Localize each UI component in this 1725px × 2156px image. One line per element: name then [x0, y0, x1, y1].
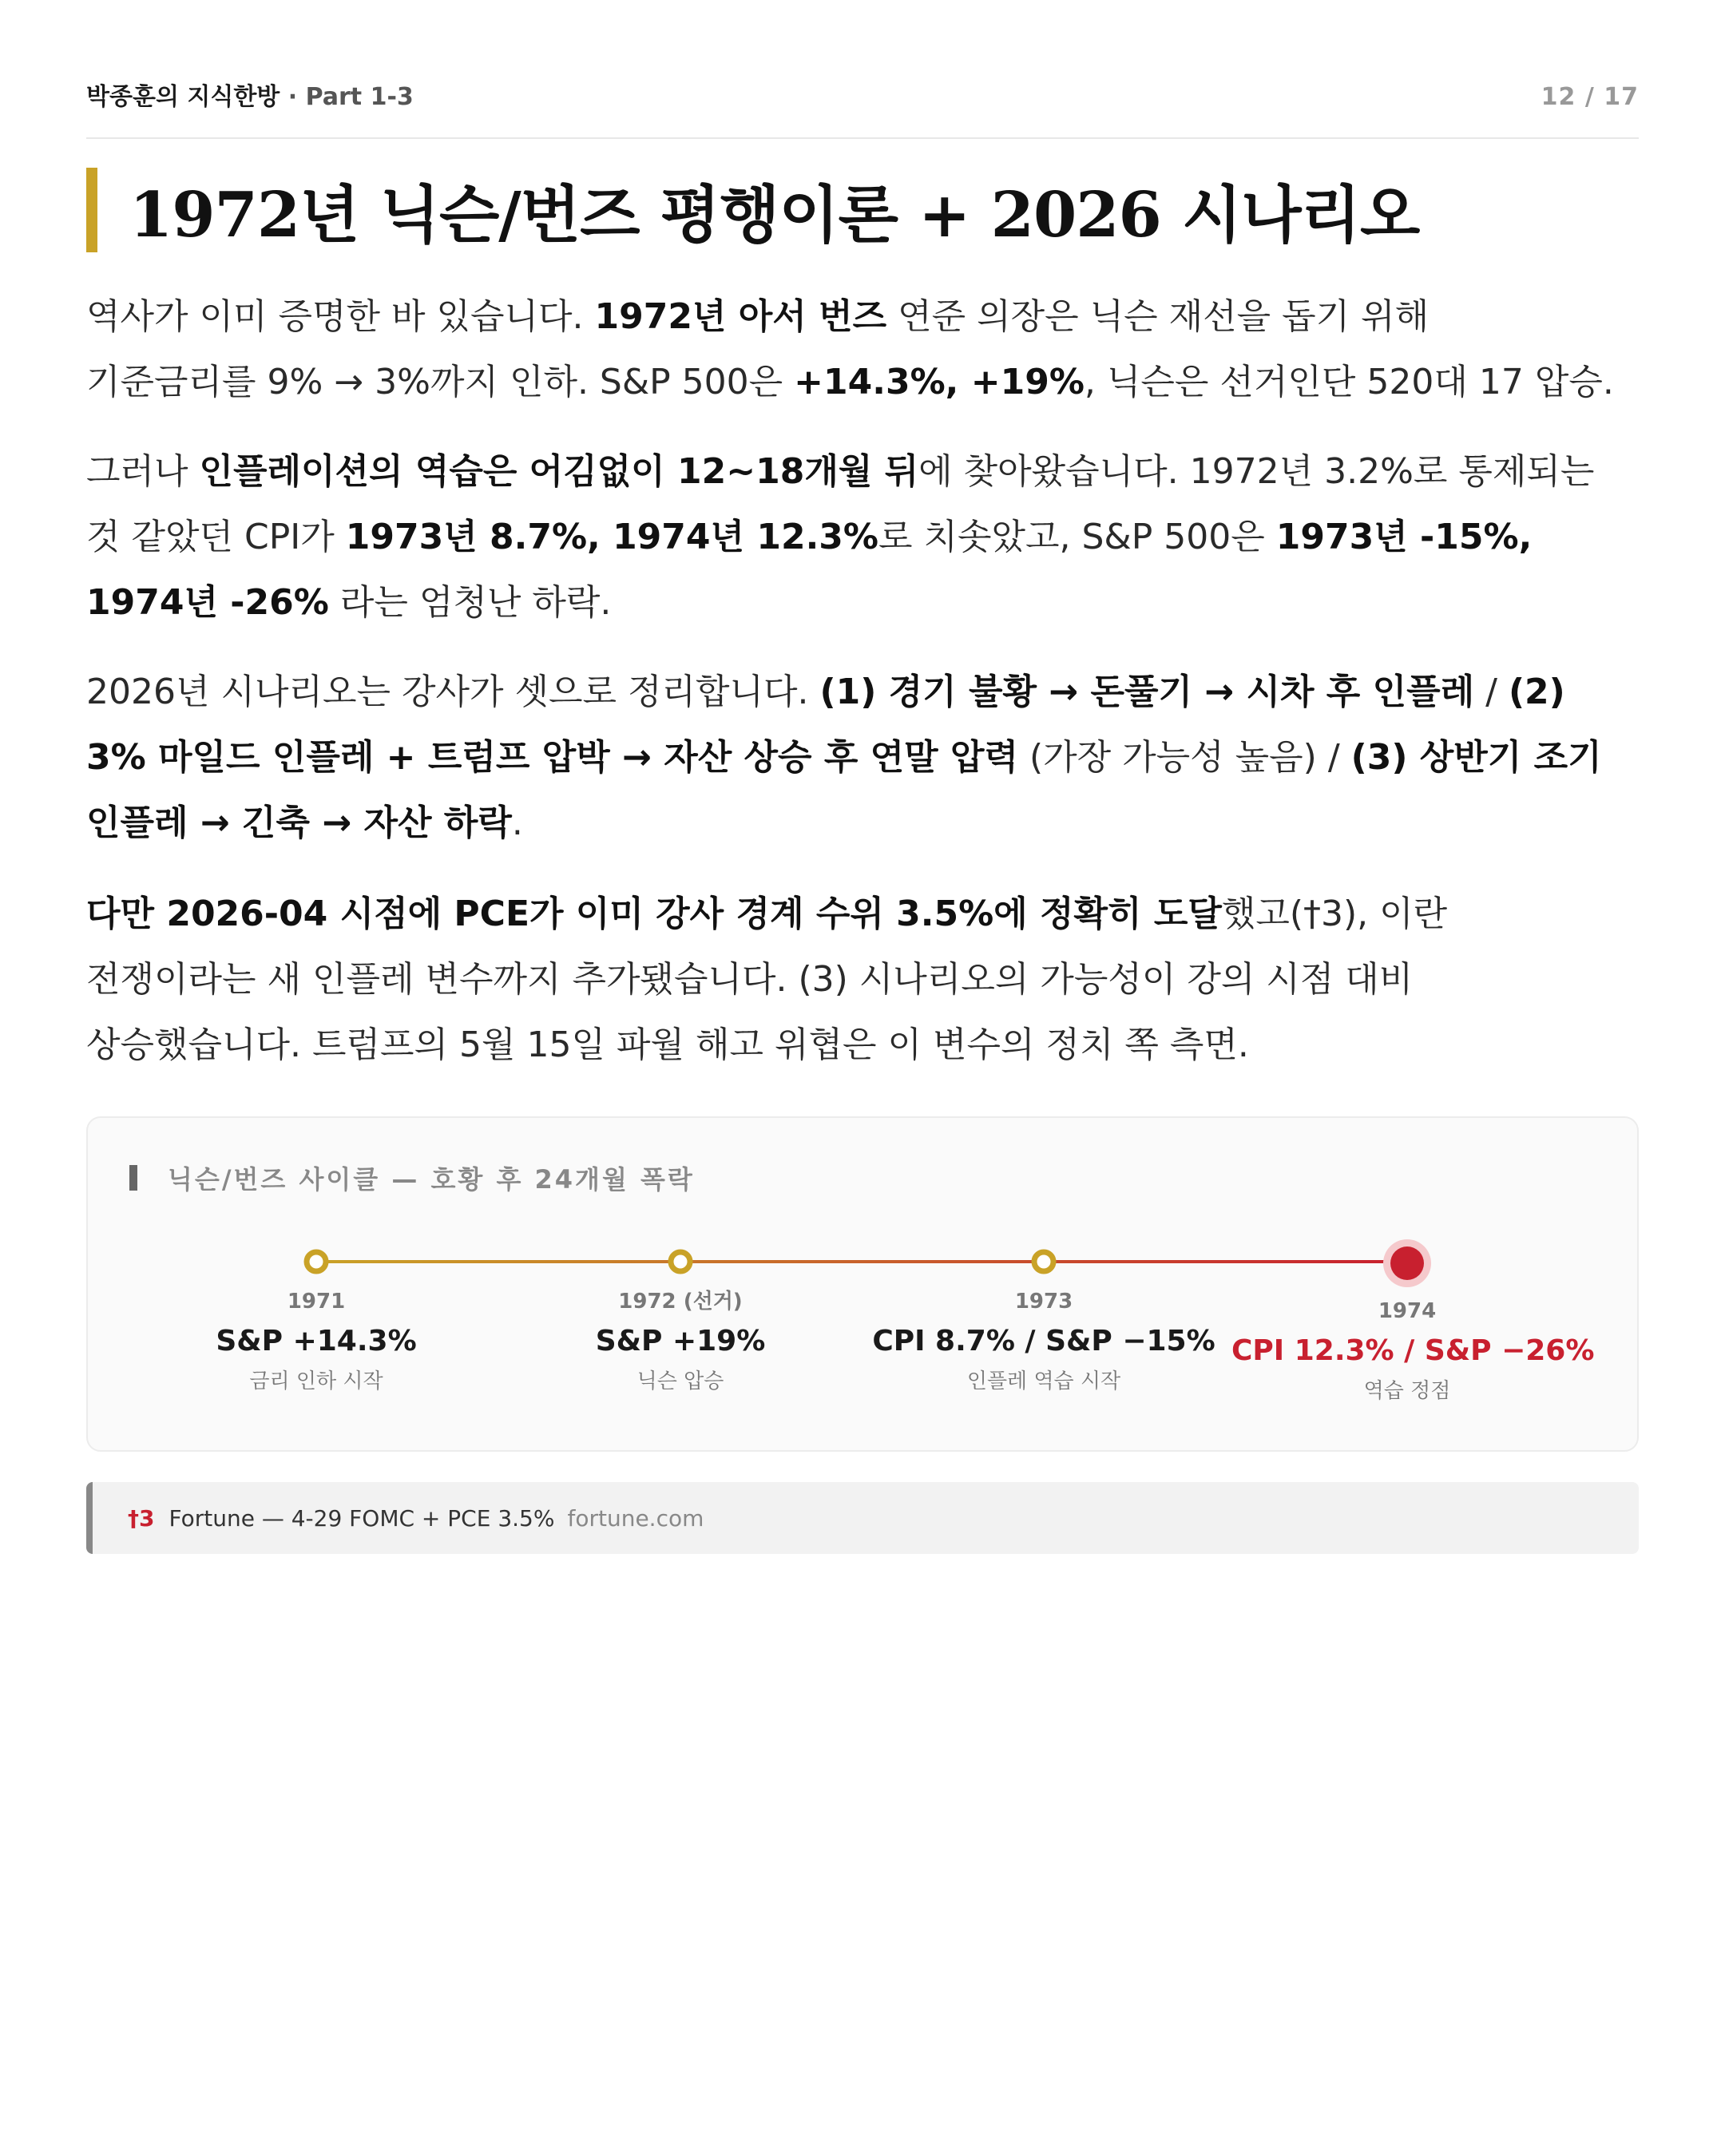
timeline-node-note: 금리 인하 시작	[249, 1369, 383, 1393]
emphasis-text: (1) 경기 불황 → 돈풀기 → 시차 후 인플레	[819, 672, 1475, 712]
timeline-node-year: 1971	[287, 1290, 346, 1314]
paragraph-3	[86, 660, 1652, 856]
emphasis-text: 인플레 → 긴축 → 자산 하락	[86, 803, 512, 843]
timeline-node	[505, 1286, 856, 1397]
timeline-title-text: 닉슨/번즈 사이클 — 호황 후 24개월 폭락	[168, 1164, 695, 1195]
footnote	[86, 1482, 1639, 1554]
body-text-segment: 것 같았던 CPI가	[86, 517, 346, 557]
body-text-segment: , 닉슨은 선거인단 520대 17 압승.	[1084, 362, 1614, 402]
emphasis-text: 1973년 -15%,	[1275, 517, 1533, 557]
body-text-segment: 전쟁이라는 새 인플레 변수까지 추가됐습니다. (3) 시나리오의 가능성이 강의 시점 대비	[86, 959, 1414, 1000]
timeline-node-note: 닉슨 압승	[636, 1369, 724, 1393]
footnote-mark: †3	[128, 1504, 155, 1532]
timeline-node-year: 1972 (선거)	[618, 1290, 743, 1314]
timeline-node-marker	[1390, 1246, 1424, 1280]
emphasis-text: (2)	[1508, 672, 1565, 712]
timeline-node-value: S&P +19%	[595, 1325, 766, 1357]
title-block	[86, 168, 1639, 252]
body-text-segment: 그러나	[86, 451, 200, 492]
title-accent-bar	[86, 168, 97, 252]
body-text-segment: 상승했습니다. 트럼프의 5월 15일 파월 해고 위협은 이 변수의 정치 쪽 측면.	[86, 1024, 1249, 1065]
emphasis-text: 인플레이션의 역습은 어김없이 12~18개월 뒤	[199, 451, 919, 492]
timeline-node-marker	[671, 1252, 690, 1271]
timeline-node-year: 1973	[1014, 1290, 1073, 1314]
body-text-segment: 2026년 시나리오는 강사가 셋으로 정리합니다.	[86, 672, 820, 712]
timeline-node	[141, 1286, 492, 1397]
body-text-segment: 라는 엄청난 하락.	[328, 582, 612, 623]
brand-name: 박종훈의 지식한방	[86, 83, 280, 111]
page-header	[86, 80, 1639, 139]
timeline-node	[868, 1286, 1219, 1397]
emphasis-text: 1972년 아서 번즈	[594, 296, 887, 337]
body-text-segment: 로 치솟았고, S&P 500은	[878, 517, 1276, 557]
timeline-node-value: CPI 8.7% / S&P −15%	[872, 1325, 1215, 1357]
paragraph-2	[86, 439, 1652, 636]
timeline-node-value: S&P +14.3%	[216, 1325, 417, 1357]
emphasis-text: 3% 마일드 인플레 + 트럼프 압박 → 자산 상승 후 연말 압력	[86, 737, 1019, 778]
body-text-segment: 했고(†3), 이란	[1221, 894, 1448, 934]
timeline-node-note: 인플레 역습 시작	[966, 1369, 1121, 1393]
timeline-line	[316, 1260, 1407, 1263]
body-text-segment: 역사가 이미 증명한 바 있습니다.	[86, 296, 595, 337]
emphasis-text: +14.3%, +19%	[794, 362, 1085, 402]
page-indicator: 12 / 17	[1541, 83, 1639, 111]
paragraph-4	[86, 882, 1652, 1078]
emphasis-text: 다만 2026-04 시점에 PCE가 이미 강사 경계 수위 3.5%에 정확히 도달	[86, 894, 1222, 934]
emphasis-text: (3) 상반기 조기	[1350, 737, 1602, 778]
body-text-segment: (가장 가능성 높음) /	[1018, 737, 1351, 778]
timeline-node	[1231, 1295, 1595, 1407]
emphasis-text: 1973년 8.7%, 1974년 12.3%	[345, 517, 878, 557]
part-label: · Part 1-3	[280, 83, 414, 111]
timeline-node-year: 1974	[1378, 1299, 1437, 1323]
brand-title	[86, 80, 414, 115]
body-text-segment: 기준금리를 9% → 3%까지 인하. S&P 500은	[86, 362, 795, 402]
body-text-segment: .	[511, 803, 523, 843]
body-text-segment: /	[1474, 672, 1509, 712]
timeline-node-note: 역습 정점	[1363, 1379, 1451, 1403]
page-title: 1972년 닉슨/번즈 평행이론 + 2026 시나리오	[129, 179, 1420, 252]
footnote-url[interactable]: fortune.com	[567, 1504, 704, 1532]
body-text-segment: 연준 의장은 닉슨 재선을 돕기 위해	[886, 296, 1430, 337]
body-text-segment: 에 찾아왔습니다. 1972년 3.2%로 통제되는	[918, 451, 1595, 492]
timeline-node-marker	[1034, 1252, 1053, 1271]
timeline-card	[86, 1116, 1639, 1452]
paragraph-1	[86, 284, 1652, 415]
timeline-node-value: CPI 12.3% / S&P −26%	[1231, 1334, 1595, 1367]
timeline-node-marker	[307, 1252, 326, 1271]
footnote-source: Fortune — 4-29 FOMC + PCE 3.5%	[169, 1504, 555, 1532]
emphasis-text: 1974년 -26%	[86, 582, 329, 623]
